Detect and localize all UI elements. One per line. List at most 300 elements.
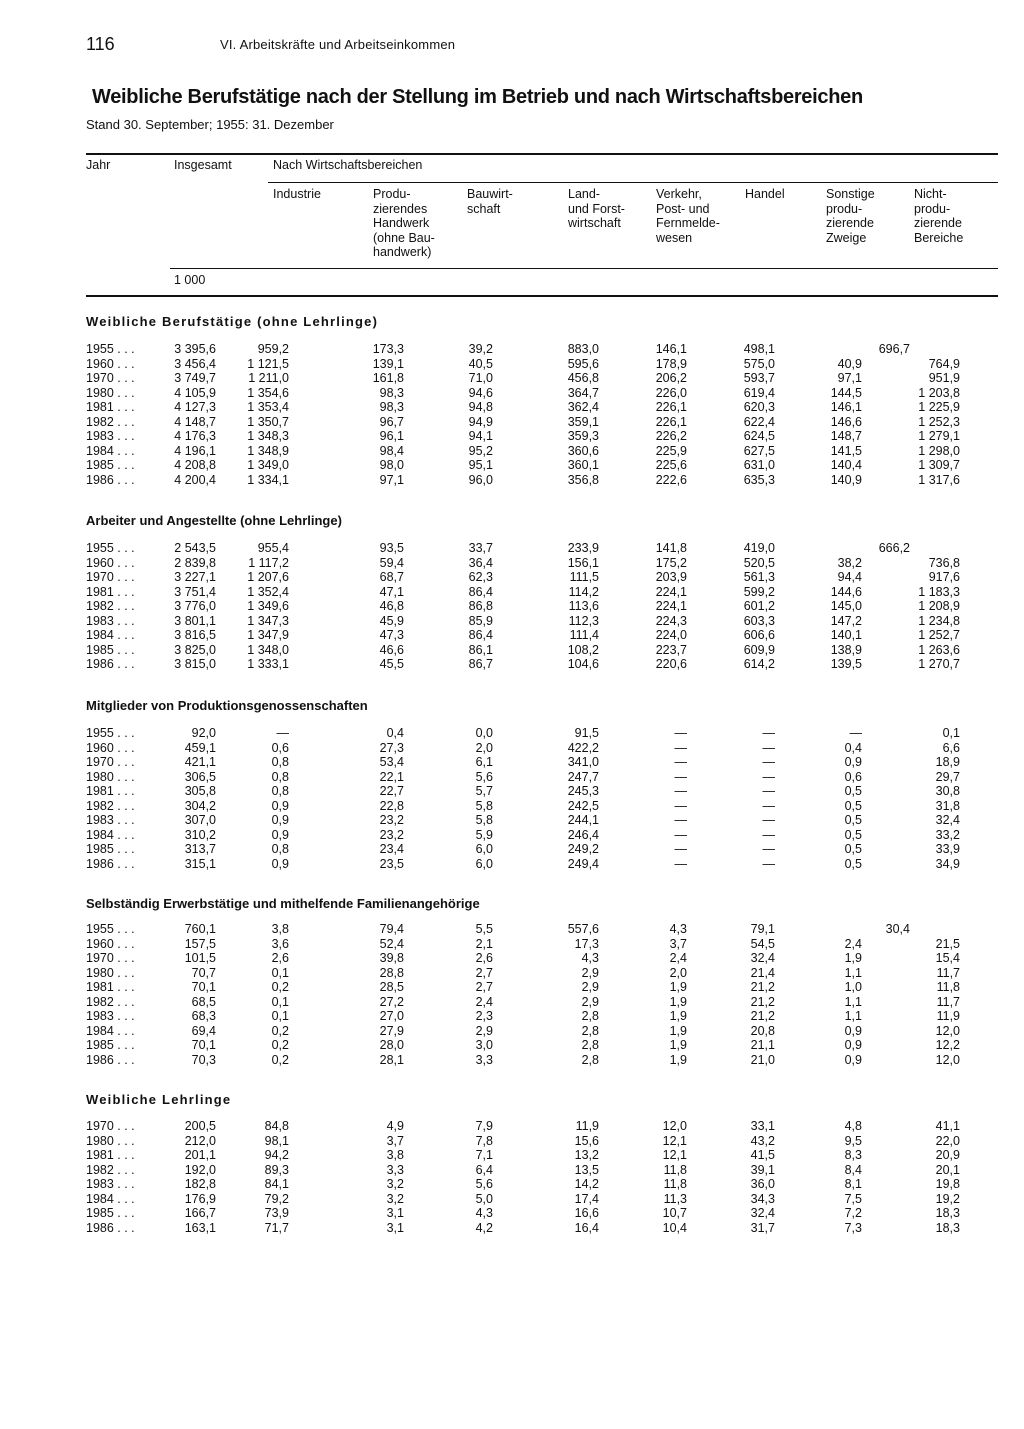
cell-verkehr: 12,1 (662, 1133, 687, 1148)
cell-year: 1960 . . . (86, 740, 135, 755)
cell-year: 1982 . . . (86, 1162, 135, 1177)
cell-total: 4 127,3 (174, 400, 216, 414)
cell-total: 3 395,6 (174, 342, 216, 356)
cell-sonstige: 146,1 (830, 400, 862, 414)
table-row (0, 657, 1024, 672)
cell-handwerk: 3,2 (386, 1191, 404, 1206)
table-row (0, 1053, 1024, 1068)
cell-industrie: 1 333,1 (247, 657, 289, 671)
table-row (0, 585, 1024, 600)
cell-land: 11,9 (575, 1119, 599, 1133)
cell-year: 1985 . . . (86, 842, 135, 856)
table-row (0, 980, 1024, 995)
cell-handel: — (762, 827, 775, 842)
cell-land: 108,2 (567, 642, 599, 657)
header-nicht: Nicht- produ- zierende Bereiche (914, 187, 964, 245)
cell-handwerk: 3,1 (386, 1220, 404, 1235)
cell-year: 1986 . . . (86, 472, 135, 487)
cell-total: 2 543,5 (174, 541, 216, 555)
table-row (0, 966, 1024, 981)
cell-bau: 5,0 (475, 1191, 493, 1206)
cell-bau: 86,8 (468, 599, 493, 613)
cell-industrie: 2,6 (271, 951, 289, 965)
cell-handel: 36,0 (750, 1177, 775, 1191)
cell-total: 163,1 (184, 1220, 216, 1235)
cell-handel: 603,3 (743, 613, 775, 628)
cell-nicht: 33,9 (935, 842, 960, 856)
cell-industrie: 73,9 (264, 1206, 289, 1220)
cell-merged-sonstige-nicht: 696,7 (878, 342, 910, 356)
table-row (0, 357, 1024, 372)
cell-handwerk: 27,3 (379, 740, 404, 755)
cell-land: 422,2 (567, 740, 599, 755)
cell-land: 4,3 (581, 951, 599, 965)
cell-industrie: 0,6 (271, 740, 289, 755)
cell-total: 4 200,4 (174, 472, 216, 487)
cell-verkehr: — (674, 856, 687, 871)
cell-land: 2,8 (581, 1009, 599, 1023)
cell-nicht: 0,1 (942, 726, 960, 740)
cell-nicht: 15,4 (935, 951, 960, 965)
header-total: Insgesamt (174, 158, 232, 172)
cell-handel: 419,0 (743, 541, 775, 555)
cell-total: 70,1 (191, 980, 216, 994)
cell-nicht: 12,0 (935, 1023, 960, 1038)
cell-handwerk: 46,6 (379, 642, 404, 657)
cell-total: 3 776,0 (174, 599, 216, 613)
cell-verkehr: 12,1 (662, 1148, 687, 1162)
cell-verkehr: 11,3 (663, 1191, 687, 1206)
cell-year: 1986 . . . (86, 657, 135, 671)
table-row (0, 842, 1024, 857)
cell-sonstige: 8,3 (844, 1148, 862, 1162)
cell-handel: 32,4 (750, 951, 775, 965)
page-number: 116 (86, 34, 115, 54)
cell-total: 3 456,4 (174, 356, 216, 371)
table-row (0, 995, 1024, 1010)
cell-industrie: 1 347,9 (247, 628, 289, 642)
table-row (0, 429, 1024, 444)
cell-industrie: 1 349,0 (247, 458, 289, 472)
cell-handel: 21,2 (750, 980, 775, 994)
cell-handel: 627,5 (743, 443, 775, 458)
cell-verkehr: 224,3 (655, 613, 687, 628)
cell-handwerk: 52,4 (379, 936, 404, 951)
cell-handel: 34,3 (750, 1191, 775, 1206)
cell-year: 1982 . . . (86, 798, 135, 813)
section-title: Weibliche Lehrlinge (86, 1092, 232, 1107)
cell-sonstige: 148,7 (830, 429, 862, 443)
cell-land: 233,9 (567, 541, 599, 555)
cell-handwerk: 98,3 (379, 385, 404, 400)
cell-year: 1986 . . . (86, 1052, 135, 1067)
cell-year: 1986 . . . (86, 856, 135, 871)
table-row (0, 556, 1024, 571)
cell-nicht: 1 234,8 (918, 613, 960, 628)
cell-industrie: 0,2 (271, 1052, 289, 1067)
cell-total: 101,5 (184, 951, 216, 965)
section-rows (0, 541, 1024, 672)
table-row (0, 1177, 1024, 1192)
cell-industrie: 1 211,0 (248, 371, 289, 385)
cell-handwerk: 28,8 (379, 965, 404, 980)
cell-total: 201,1 (184, 1148, 216, 1162)
cell-land: 17,3 (574, 936, 599, 951)
cell-land: 246,4 (567, 827, 599, 842)
cell-sonstige: 1,1 (844, 994, 862, 1009)
cell-handwerk: 96,1 (379, 429, 404, 443)
cell-sonstige: 8,1 (844, 1177, 862, 1191)
cell-land: 244,1 (567, 813, 599, 827)
cell-handwerk: 59,4 (379, 555, 404, 570)
cell-handel: 606,6 (743, 628, 775, 642)
cell-handel: — (762, 755, 775, 769)
cell-bau: 0,0 (475, 726, 493, 740)
cell-handel: 21,0 (750, 1052, 775, 1067)
cell-handel: — (762, 726, 775, 740)
table-row (0, 643, 1024, 658)
cell-handwerk: 79,4 (379, 922, 404, 936)
cell-verkehr: 1,9 (669, 994, 687, 1009)
cell-industrie: 1 348,0 (247, 642, 289, 657)
cell-land: 2,8 (581, 1052, 599, 1067)
cell-industrie: 0,2 (271, 980, 289, 994)
cell-bau: 7,8 (475, 1133, 493, 1148)
cell-bau: 2,7 (475, 980, 493, 994)
cell-land: 17,4 (574, 1191, 599, 1206)
section-rows (0, 342, 1024, 487)
cell-nicht: 951,9 (928, 371, 960, 385)
cell-industrie: 0,1 (271, 965, 289, 980)
cell-verkehr: 226,1 (655, 414, 687, 429)
running-title: VI. Arbeitskräfte und Arbeitseinkommen (220, 37, 456, 52)
cell-handel: 33,1 (750, 1119, 775, 1133)
cell-handwerk: 46,8 (379, 599, 404, 613)
table-row (0, 1221, 1024, 1236)
table-row (0, 415, 1024, 430)
table-row (0, 755, 1024, 770)
cell-sonstige: 0,6 (844, 769, 862, 784)
cell-sonstige: 0,9 (844, 1038, 862, 1052)
cell-verkehr: 2,4 (669, 951, 687, 965)
cell-bau: 94,1 (468, 429, 493, 443)
cell-verkehr: 225,6 (655, 458, 687, 472)
cell-land: 341,0 (567, 755, 599, 769)
cell-nicht: 21,5 (935, 936, 960, 951)
cell-total: 70,7 (191, 965, 216, 980)
cell-year: 1983 . . . (86, 613, 135, 628)
cell-land: 2,9 (581, 965, 599, 980)
cell-sonstige: 0,5 (844, 827, 862, 842)
cell-nicht: 34,9 (935, 856, 960, 871)
cell-verkehr: — (674, 813, 687, 827)
cell-land: 111,4 (569, 628, 599, 642)
cell-nicht: 30,8 (935, 784, 960, 798)
cell-year: 1980 . . . (86, 1133, 135, 1148)
cell-handwerk: 22,7 (379, 784, 404, 798)
cell-bau: 4,2 (475, 1220, 493, 1235)
cell-sonstige: 0,4 (844, 740, 862, 755)
cell-handwerk: 96,7 (379, 414, 404, 429)
cell-handel: 601,2 (743, 599, 775, 613)
cell-total: 4 148,7 (174, 414, 216, 429)
cell-industrie: 1 207,6 (247, 570, 289, 584)
cell-bau: 2,0 (475, 740, 493, 755)
cell-handel: 54,5 (750, 936, 775, 951)
cell-industrie: 1 353,4 (247, 400, 289, 414)
cell-sonstige: 141,5 (830, 443, 862, 458)
cell-sonstige: 1,1 (844, 965, 862, 980)
cell-year: 1960 . . . (86, 356, 135, 371)
cell-industrie: 0,2 (271, 1038, 289, 1052)
cell-verkehr: 1,9 (669, 1052, 687, 1067)
cell-nicht: 22,0 (935, 1133, 960, 1148)
cell-nicht: 917,6 (928, 570, 960, 584)
cell-handwerk: 98,0 (379, 458, 404, 472)
cell-year: 1982 . . . (86, 994, 135, 1009)
cell-land: 364,7 (567, 385, 599, 400)
cell-handwerk: 0,4 (386, 726, 404, 740)
cell-total: 3 801,1 (174, 613, 216, 628)
cell-nicht: 20,9 (935, 1148, 960, 1162)
cell-sonstige: 0,5 (844, 842, 862, 856)
cell-sonstige: 146,6 (830, 414, 862, 429)
cell-land: 2,8 (581, 1023, 599, 1038)
cell-handwerk: 28,5 (379, 980, 404, 994)
cell-industrie: 0,8 (271, 784, 289, 798)
cell-nicht: 1 203,8 (918, 385, 960, 400)
cell-year: 1984 . . . (86, 628, 135, 642)
cell-land: 249,4 (567, 856, 599, 871)
cell-year: 1980 . . . (86, 769, 135, 784)
cell-handel: 43,2 (750, 1133, 775, 1148)
cell-industrie: 0,1 (271, 1009, 289, 1023)
cell-industrie: 3,6 (271, 936, 289, 951)
table-row (0, 628, 1024, 643)
cell-handel: 635,3 (743, 472, 775, 487)
cell-verkehr: 178,9 (655, 356, 687, 371)
unit-rule (170, 268, 998, 269)
cell-year: 1985 . . . (86, 1038, 135, 1052)
cell-bau: 6,0 (475, 842, 493, 856)
cell-industrie: 1 349,6 (247, 599, 289, 613)
header-year: Jahr (86, 158, 111, 172)
cell-sonstige: 0,9 (844, 1023, 862, 1038)
cell-handwerk: 23,2 (379, 813, 404, 827)
table-row (0, 828, 1024, 843)
cell-handwerk: 23,2 (379, 827, 404, 842)
cell-year: 1980 . . . (86, 965, 135, 980)
cell-nicht: 12,0 (935, 1052, 960, 1067)
cell-bau: 4,3 (475, 1206, 493, 1220)
cell-total: 92,0 (191, 726, 216, 740)
header-sectors-group: Nach Wirtschaftsbereichen (273, 158, 423, 172)
cell-bau: 5,8 (475, 798, 493, 813)
table-row (0, 1024, 1024, 1039)
table-row (0, 1009, 1024, 1024)
cell-land: 360,1 (567, 458, 599, 472)
cell-handel: — (762, 813, 775, 827)
cell-verkehr: — (674, 726, 687, 740)
cell-bau: 96,0 (468, 472, 493, 487)
cell-bau: 86,7 (468, 657, 493, 671)
cell-industrie: 79,2 (264, 1191, 289, 1206)
cell-handel: — (762, 856, 775, 871)
header-handwerk: Produ- zierendes Handwerk (ohne Bau- handwerk) (373, 187, 435, 259)
cell-nicht: 1 252,7 (918, 628, 960, 642)
cell-sonstige: 138,9 (830, 642, 862, 657)
cell-nicht: 20,1 (935, 1162, 960, 1177)
cell-land: 359,1 (567, 414, 599, 429)
cell-land: 2,8 (581, 1038, 599, 1052)
cell-total: 459,1 (184, 740, 216, 755)
cell-total: 3 816,5 (174, 628, 216, 642)
cell-handwerk: 45,5 (379, 657, 404, 671)
cell-land: 249,2 (567, 842, 599, 856)
cell-handel: 619,4 (743, 385, 775, 400)
cell-handel: 631,0 (743, 458, 775, 472)
cell-bau: 6,1 (475, 755, 493, 769)
cell-nicht: 1 298,0 (918, 443, 960, 458)
header-bau: Bauwirt- schaft (467, 187, 513, 216)
table-row (0, 1134, 1024, 1149)
cell-nicht: 32,4 (935, 813, 960, 827)
cell-sonstige: 1,1 (844, 1009, 862, 1023)
cell-handel: 520,5 (743, 555, 775, 570)
cell-bau: 3,0 (475, 1038, 493, 1052)
cell-verkehr: 1,9 (669, 980, 687, 994)
cell-industrie: 0,9 (271, 827, 289, 842)
cell-total: 157,5 (184, 936, 216, 951)
cell-handel: 624,5 (743, 429, 775, 443)
cell-handwerk: 45,9 (379, 613, 404, 628)
cell-year: 1981 . . . (86, 980, 135, 994)
cell-bau: 6,4 (475, 1162, 493, 1177)
cell-land: 112,3 (568, 613, 599, 628)
cell-verkehr: 1,9 (669, 1009, 687, 1023)
cell-bau: 39,2 (468, 342, 493, 356)
cell-nicht: 1 317,6 (918, 472, 960, 487)
cell-year: 1981 . . . (86, 1148, 135, 1162)
cell-bau: 5,9 (475, 827, 493, 842)
cell-industrie: 1 354,6 (247, 385, 289, 400)
cell-handwerk: 173,3 (372, 342, 404, 356)
cell-sonstige: 2,4 (844, 936, 862, 951)
cell-sonstige: 7,2 (844, 1206, 862, 1220)
cell-handel: 575,0 (743, 356, 775, 371)
cell-bau: 62,3 (468, 570, 493, 584)
cell-total: 3 825,0 (174, 642, 216, 657)
cell-total: 4 208,8 (174, 458, 216, 472)
cell-sonstige: — (849, 726, 862, 740)
table-row (0, 599, 1024, 614)
cell-handwerk: 139,1 (372, 356, 404, 371)
cell-industrie: 84,1 (264, 1177, 289, 1191)
cell-verkehr: 175,2 (655, 555, 687, 570)
cell-total: 310,2 (184, 827, 216, 842)
table-row (0, 937, 1024, 952)
cell-nicht: 29,7 (935, 769, 960, 784)
cell-year: 1955 . . . (86, 922, 135, 936)
cell-bau: 5,6 (475, 769, 493, 784)
cell-nicht: 18,9 (935, 755, 960, 769)
cell-handwerk: 97,1 (379, 472, 404, 487)
section-title: Weibliche Berufstätige (ohne Lehrlinge) (86, 314, 379, 329)
cell-verkehr: 1,9 (669, 1038, 687, 1052)
section-title: Mitglieder von Produktionsgenossenschaften (86, 698, 368, 713)
cell-bau: 2,9 (475, 1023, 493, 1038)
cell-land: 15,6 (574, 1133, 599, 1148)
table-row (0, 458, 1024, 473)
cell-nicht: 18,3 (935, 1206, 960, 1220)
cell-verkehr: — (674, 827, 687, 842)
cell-year: 1985 . . . (86, 1206, 135, 1220)
cell-handwerk: 27,9 (379, 1023, 404, 1038)
cell-sonstige: 0,9 (844, 1052, 862, 1067)
cell-handel: 32,4 (750, 1206, 775, 1220)
cell-handel: 39,1 (750, 1162, 775, 1177)
cell-year: 1970 . . . (86, 570, 135, 584)
page-header (86, 34, 998, 58)
cell-verkehr: 11,8 (663, 1162, 687, 1177)
cell-nicht: 6,6 (942, 740, 960, 755)
table-row (0, 741, 1024, 756)
cell-industrie: 0,2 (271, 1023, 289, 1038)
table-row (0, 813, 1024, 828)
cell-verkehr: 226,1 (655, 400, 687, 414)
cell-nicht: 1 252,3 (918, 414, 960, 429)
cell-handel: — (762, 784, 775, 798)
cell-sonstige: 0,9 (844, 755, 862, 769)
cell-sonstige: 140,1 (830, 628, 862, 642)
cell-land: 359,3 (567, 429, 599, 443)
cell-bau: 85,9 (468, 613, 493, 628)
table-row (0, 1163, 1024, 1178)
cell-total: 200,5 (184, 1119, 216, 1133)
cell-nicht: 1 225,9 (918, 400, 960, 414)
cell-sonstige: 1,0 (844, 980, 862, 994)
cell-industrie: 1 117,2 (248, 555, 289, 570)
cell-bau: 86,4 (468, 628, 493, 642)
cell-total: 68,5 (191, 994, 216, 1009)
cell-handel: — (762, 769, 775, 784)
table-subtitle: Stand 30. September; 1955: 31. Dezember (86, 117, 334, 132)
cell-handwerk: 27,2 (379, 994, 404, 1009)
cell-total: 305,8 (184, 784, 216, 798)
cell-handwerk: 3,3 (386, 1162, 404, 1177)
cell-total: 421,1 (184, 755, 216, 769)
table-row (0, 857, 1024, 872)
table-row (0, 400, 1024, 415)
table-row (0, 784, 1024, 799)
section-title: Selbständig Erwerbstätige und mithelfende Familienangehörige (86, 896, 480, 911)
cell-verkehr: 225,9 (655, 443, 687, 458)
cell-verkehr: 206,2 (655, 371, 687, 385)
cell-year: 1985 . . . (86, 458, 135, 472)
header-unit: 1 000 (174, 273, 206, 287)
cell-verkehr: 3,7 (669, 936, 687, 951)
cell-land: 456,8 (567, 371, 599, 385)
cell-industrie: 0,9 (271, 813, 289, 827)
cell-verkehr: — (674, 842, 687, 856)
cell-total: 68,3 (191, 1009, 216, 1023)
cell-bau: 7,9 (475, 1119, 493, 1133)
cell-bau: 95,1 (468, 458, 493, 472)
cell-bau: 36,4 (468, 555, 493, 570)
cell-land: 91,5 (574, 726, 599, 740)
cell-verkehr: 224,1 (655, 584, 687, 599)
cell-verkehr: 226,2 (655, 429, 687, 443)
